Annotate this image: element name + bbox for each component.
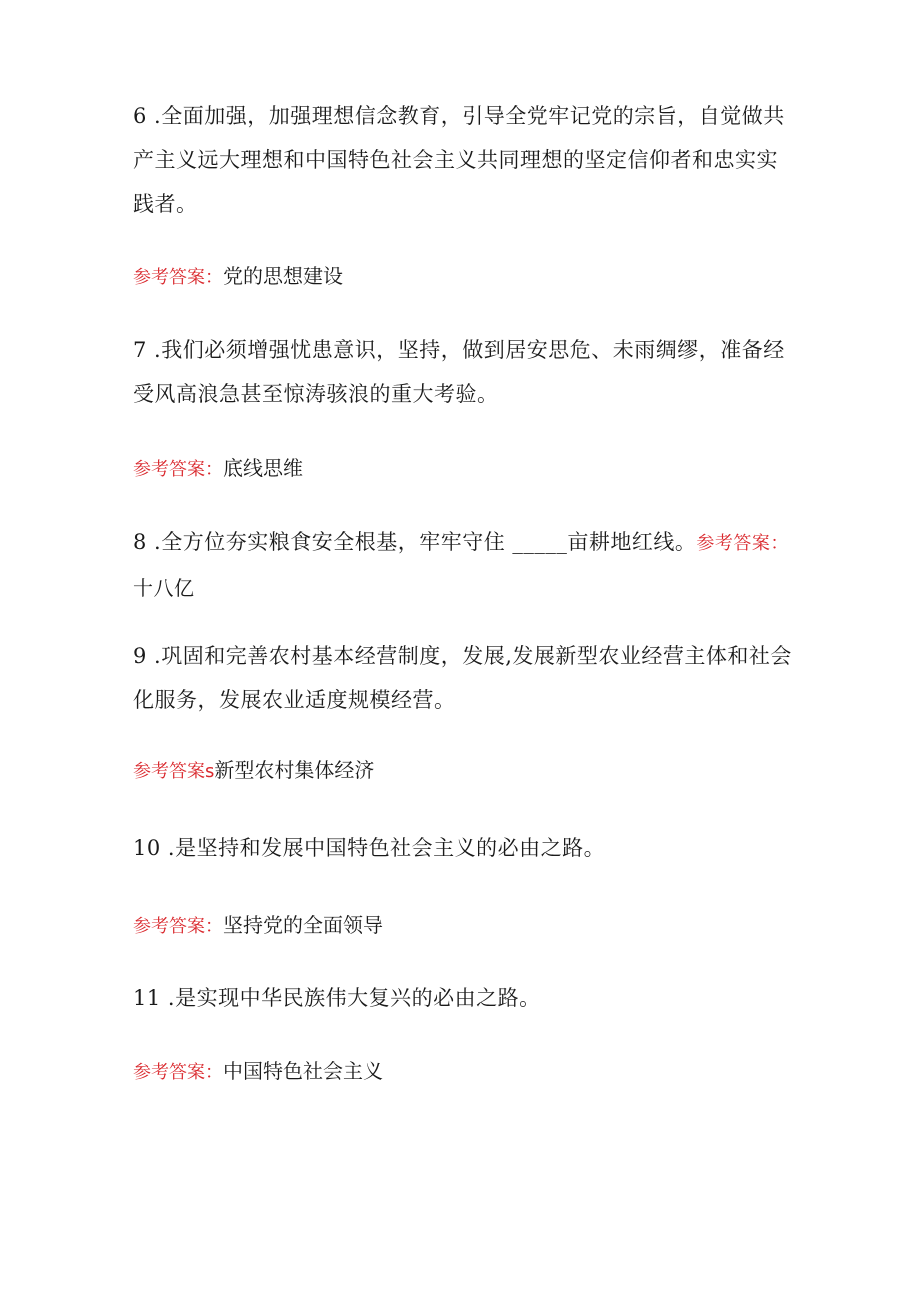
- question-number: 6: [133, 104, 147, 128]
- question-text: 全方位夯实粮食安全根基，牢牢守住 _____亩耕地红线。: [161, 530, 697, 554]
- answer-7: [133, 448, 793, 490]
- question-separator: .: [146, 338, 162, 362]
- question-number: 11: [133, 986, 161, 1010]
- question-7: [133, 328, 793, 416]
- answer-text: 新型农村集体经济: [214, 758, 375, 782]
- question-separator: .: [160, 836, 176, 860]
- answer-text: 党的思想建设: [223, 264, 343, 288]
- answer-9: [133, 750, 793, 792]
- answer-label: 参考答案：: [133, 459, 223, 480]
- answer-label: 参考答案s: [133, 761, 215, 782]
- question-number: 7: [133, 338, 147, 362]
- answer-text: 中国特色社会主义: [223, 1059, 383, 1083]
- answer-6: [133, 256, 793, 298]
- question-separator: .: [146, 104, 162, 128]
- question-text: 全面加强，加强理想信念教育，引导全党牢记党的宗旨，自觉做共产主义远大理想和中国特色社会主义共同理想的坚定信仰者和忠实实践者。: [133, 104, 785, 216]
- question-9: [133, 634, 793, 722]
- question-11: [133, 976, 793, 1020]
- question-separator: .: [146, 530, 162, 554]
- question-text: 巩固和完善农村基本经营制度，发展,发展新型农业经营主体和社会化服务，发展农业适度规模经营。: [133, 644, 792, 712]
- answer-text: 坚持党的全面领导: [223, 913, 383, 937]
- question-text: 我们必须增强忧患意识，坚持，做到居安思危、未雨绸缪，准备经受风高浪急甚至惊涛骇浪的重大考验。: [133, 338, 785, 406]
- answer-label: 参考答案：: [133, 1062, 223, 1083]
- answer-label: 参考答案：: [133, 267, 223, 288]
- answer-11: [133, 1051, 793, 1093]
- answer-10: [133, 905, 793, 947]
- answer-label: 参考答案：: [133, 916, 223, 937]
- question-8: [133, 520, 793, 610]
- question-number: 8: [133, 530, 147, 554]
- answer-text: 十八亿: [133, 576, 195, 600]
- question-10: [133, 826, 793, 870]
- answer-text: 底线思维: [223, 456, 303, 480]
- question-6: [133, 94, 793, 226]
- question-number: 9: [133, 644, 147, 668]
- question-separator: .: [146, 644, 162, 668]
- question-number: 10: [133, 836, 161, 860]
- question-text: 是实现中华民族伟大复兴的必由之路。: [175, 986, 541, 1010]
- question-text: 是坚持和发展中国特色社会主义的必由之路。: [175, 836, 606, 860]
- answer-label: 参考答案：: [696, 533, 789, 554]
- question-separator: .: [160, 986, 176, 1010]
